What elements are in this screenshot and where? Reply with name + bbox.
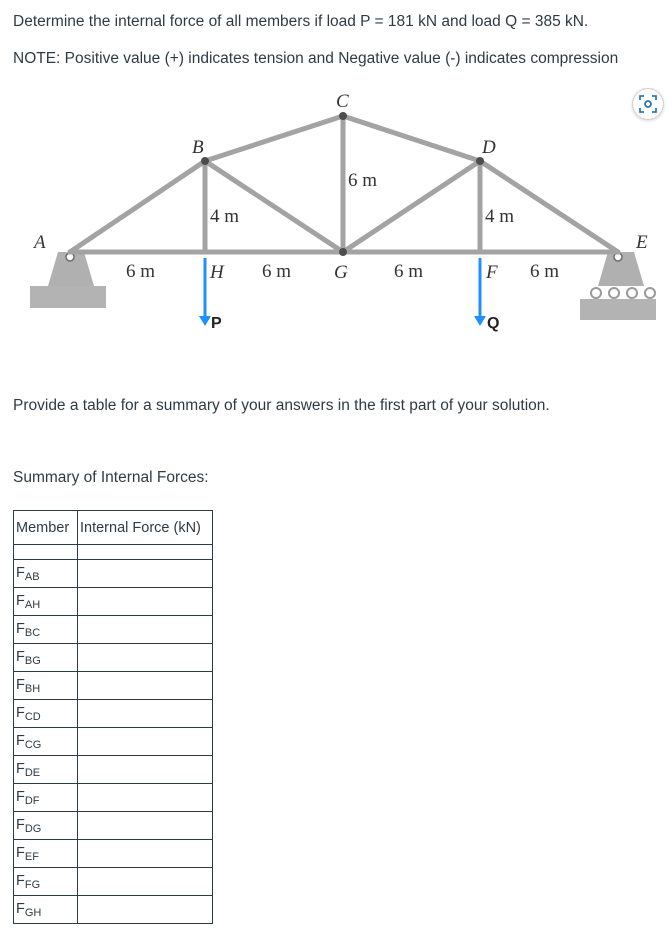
member-symbol: F [16,732,25,749]
force-value-cell[interactable] [78,756,213,784]
force-value-cell[interactable] [78,896,213,924]
member-symbol: F [16,760,25,777]
dim-bh: 4 m [210,206,240,227]
force-value-cell[interactable] [78,812,213,840]
question-text: Determine the internal force of all members if load P = 181 kN and load Q = 385 kN. [13,13,589,30]
table-row [14,616,213,644]
roller-support-e [580,252,656,320]
member-cell [14,644,78,672]
member-subscript: DF [24,794,40,807]
member-cell [14,756,78,784]
header-member: Member [14,511,78,545]
joint-b [201,157,209,165]
member-bc [205,116,343,161]
member-subscript: BC [24,626,41,639]
dim-fe: 6 m [530,261,560,282]
dim-df: 4 m [485,206,515,227]
summary-title: Summary of Internal Forces: [13,469,209,486]
label-a: A [34,232,46,253]
label-h: H [210,262,224,283]
table-row [14,672,213,700]
dim-ah: 6 m [126,261,156,282]
table-row [14,560,213,588]
force-value-cell[interactable] [78,868,213,896]
member-symbol: F [16,564,25,581]
label-d: D [482,137,496,158]
load-arrow-q [474,258,486,326]
force-value-cell[interactable] [78,616,213,644]
member-symbol: F [16,900,25,917]
member-cd [343,116,480,161]
member-subscript: FG [24,878,41,891]
label-f: F [486,262,498,283]
table-row [14,812,213,840]
force-value-cell[interactable] [78,644,213,672]
member-ab [70,161,205,252]
table-row [14,588,213,616]
member-cell [14,728,78,756]
member-symbol: F [16,676,25,693]
member-cell [14,812,78,840]
member-cell [14,868,78,896]
header-internal-force: Internal Force (kN) [78,511,213,545]
force-value-cell[interactable] [78,560,213,588]
member-subscript: GH [24,906,42,919]
member-symbol: F [16,816,25,833]
member-symbol: F [16,648,25,665]
joint-d [476,157,484,165]
table-row [14,700,213,728]
force-value-cell[interactable] [78,840,213,868]
member-symbol: F [16,592,25,609]
load-label-q: Q [487,315,500,332]
force-value-cell[interactable] [78,588,213,616]
pin-support-a [30,252,106,308]
member-cell [14,560,78,588]
force-value-cell[interactable] [78,700,213,728]
instruction-text: Provide a table for a summary of your answers in the first part of your solution. [13,397,550,414]
force-value-cell[interactable] [78,784,213,812]
member-cell [14,784,78,812]
summary-table [13,510,213,924]
member-subscript: CG [24,738,42,751]
label-c: C [336,91,349,112]
member-cell [14,616,78,644]
member-symbol: F [16,788,25,805]
dim-gf: 6 m [394,261,424,282]
joint-g [339,248,347,256]
member-cell [14,840,78,868]
member-subscript: AH [24,598,41,611]
member-cell [14,672,78,700]
member-symbol: F [16,872,25,889]
load-label-p: P [211,315,222,332]
table-row [14,868,213,896]
force-value-cell[interactable] [78,672,213,700]
table-row [14,756,213,784]
member-subscript: DG [24,822,42,835]
member-symbol: F [16,844,25,861]
member-cell [14,896,78,924]
dim-hg: 6 m [262,261,292,282]
force-value-cell[interactable] [78,728,213,756]
joint-c [339,112,347,120]
truss-figure [0,80,672,340]
note-text: NOTE: Positive value (+) indicates tension and Negative value (-) indicates compression [13,50,619,67]
member-cell [14,588,78,616]
label-e: E [636,232,648,253]
table-row [14,784,213,812]
member-subscript: CD [24,710,41,723]
member-subscript: BG [24,654,41,667]
table-row [14,644,213,672]
dim-cg: 6 m [348,170,378,191]
member-cell [14,700,78,728]
table-row [14,728,213,756]
member-symbol: F [16,704,25,721]
label-g: G [334,262,348,283]
member-subscript: BH [24,682,41,695]
table-row [14,840,213,868]
label-b: B [192,137,204,158]
member-subscript: DE [24,766,41,779]
member-symbol: F [16,620,25,637]
member-subscript: AB [24,570,40,583]
member-subscript: EF [24,850,39,863]
truss-members [70,116,618,252]
table-row [14,896,213,924]
